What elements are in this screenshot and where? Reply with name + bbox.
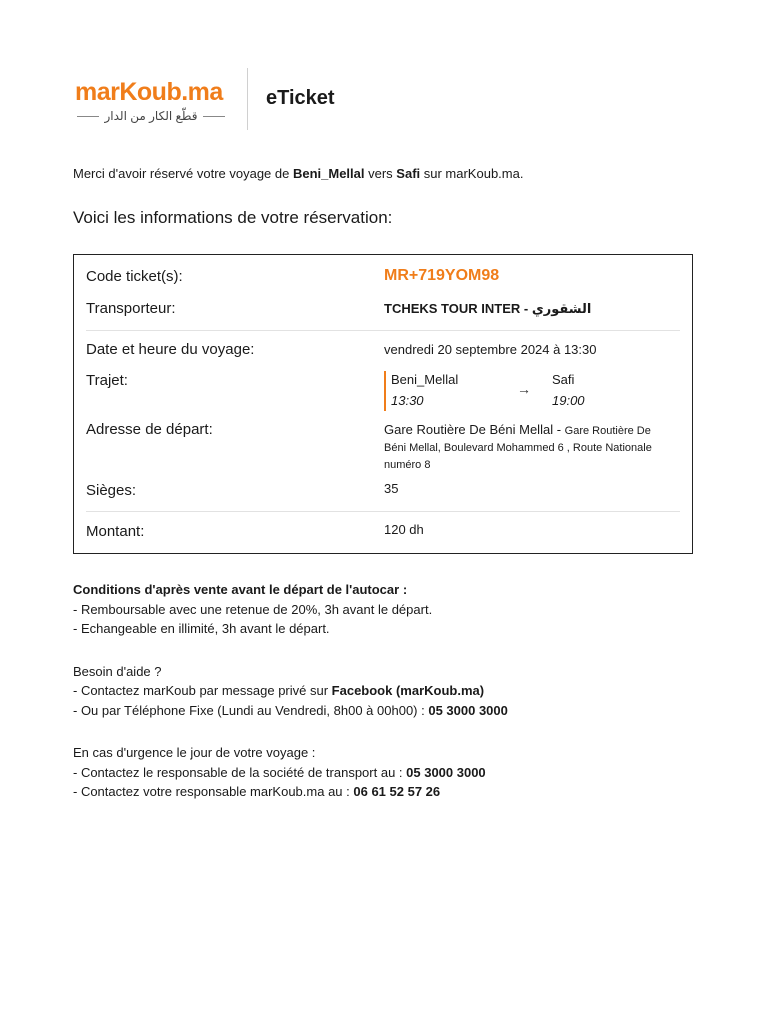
route-origin (391, 371, 458, 410)
intro-text (73, 165, 523, 183)
emergency-line-prefix: - Contactez le responsable de la société de transport au : (73, 764, 407, 780)
address-label: Adresse de départ: (86, 421, 213, 438)
ticket-code-value: MR+719YOM98 (384, 267, 500, 284)
datetime-label: Date et heure du voyage: (86, 341, 255, 358)
header-divider (247, 68, 248, 130)
origin-city: Beni_Mellal (391, 372, 459, 387)
address-value (384, 422, 674, 473)
seats-label: Sièges: (86, 482, 137, 499)
address-main: Gare Routière De Béni Mellal - (384, 422, 565, 437)
intro-prefix: Merci d'avoir réservé votre voyage de (73, 166, 293, 181)
conditions-line: - Echangeable en illimité, 3h avant le départ. (73, 621, 330, 636)
datetime-value: vendredi 20 septembre 2024 à 13:30 (384, 342, 597, 357)
route-accent-bar (384, 371, 386, 411)
arrow-right-icon: → (517, 381, 531, 397)
info-blocks (73, 580, 713, 825)
carrier-value: TCHEKS TOUR INTER - الشقوري (384, 301, 592, 316)
conditions-block (73, 580, 713, 639)
emergency-line-prefix: - Contactez votre responsable marKoub.ma au : (73, 784, 354, 799)
help-line-prefix: - Contactez marKoub par message privé sur (73, 683, 332, 698)
route-label: Trajet: (86, 372, 128, 389)
tagline-rule-right (203, 116, 225, 117)
route-destination (552, 371, 585, 410)
intro-destination: Safi (396, 166, 421, 181)
markoub-manager-phone[interactable]: 06 61 52 57 26 (353, 784, 441, 799)
conditions-title: Conditions d'après vente avant le départ de l'autocar : (73, 582, 408, 597)
help-title: Besoin d'aide ? (73, 663, 162, 679)
intro-suffix: sur marKoub.ma. (420, 166, 524, 181)
intro-origin: Beni_Mellal (292, 166, 365, 181)
route-segment (384, 371, 684, 411)
divider (86, 330, 680, 331)
amount-value: 120 dh (384, 522, 424, 537)
intro-middle: vers (364, 166, 397, 181)
address-detail: Gare Routière De Béni Mellal, Boulevard Mohammed 6 , Route Nationale numéro 8 (384, 425, 652, 471)
reservation-card (73, 254, 693, 554)
support-phone[interactable]: 05 3000 3000 (428, 702, 508, 718)
ticket-code-label: Code ticket(s): (86, 268, 183, 285)
logo-tagline: قطّع الكار من الدار (104, 109, 198, 123)
transport-company-phone[interactable]: 05 3000 3000 (406, 764, 486, 780)
seats-value: 35 (384, 481, 399, 496)
divider (86, 511, 680, 512)
header (73, 68, 473, 130)
amount-label: Montant: (86, 523, 145, 540)
markoub-logo[interactable] (75, 78, 227, 123)
page-title: eTicket (266, 87, 335, 109)
destination-city: Safi (552, 372, 575, 387)
logo-wordmark: marKoub.ma (75, 78, 223, 106)
help-line-prefix: - Ou par Téléphone Fixe (Lundi au Vendredi, 8h00 à 00h00) : (73, 702, 429, 718)
arrival-time: 19:00 (552, 393, 585, 408)
emergency-title: En cas d'urgence le jour de votre voyage : (73, 745, 316, 760)
conditions-line: - Remboursable avec une retenue de 20%, 3h avant le départ. (73, 601, 433, 617)
section-heading: Voici les informations de votre réservation: (73, 208, 393, 227)
logo-tagline-row (75, 108, 227, 124)
facebook-link[interactable]: Facebook (marKoub.ma) (331, 683, 485, 698)
departure-time: 13:30 (391, 393, 424, 408)
carrier-label: Transporteur: (86, 300, 176, 317)
emergency-block (73, 743, 713, 802)
help-block (73, 662, 713, 721)
